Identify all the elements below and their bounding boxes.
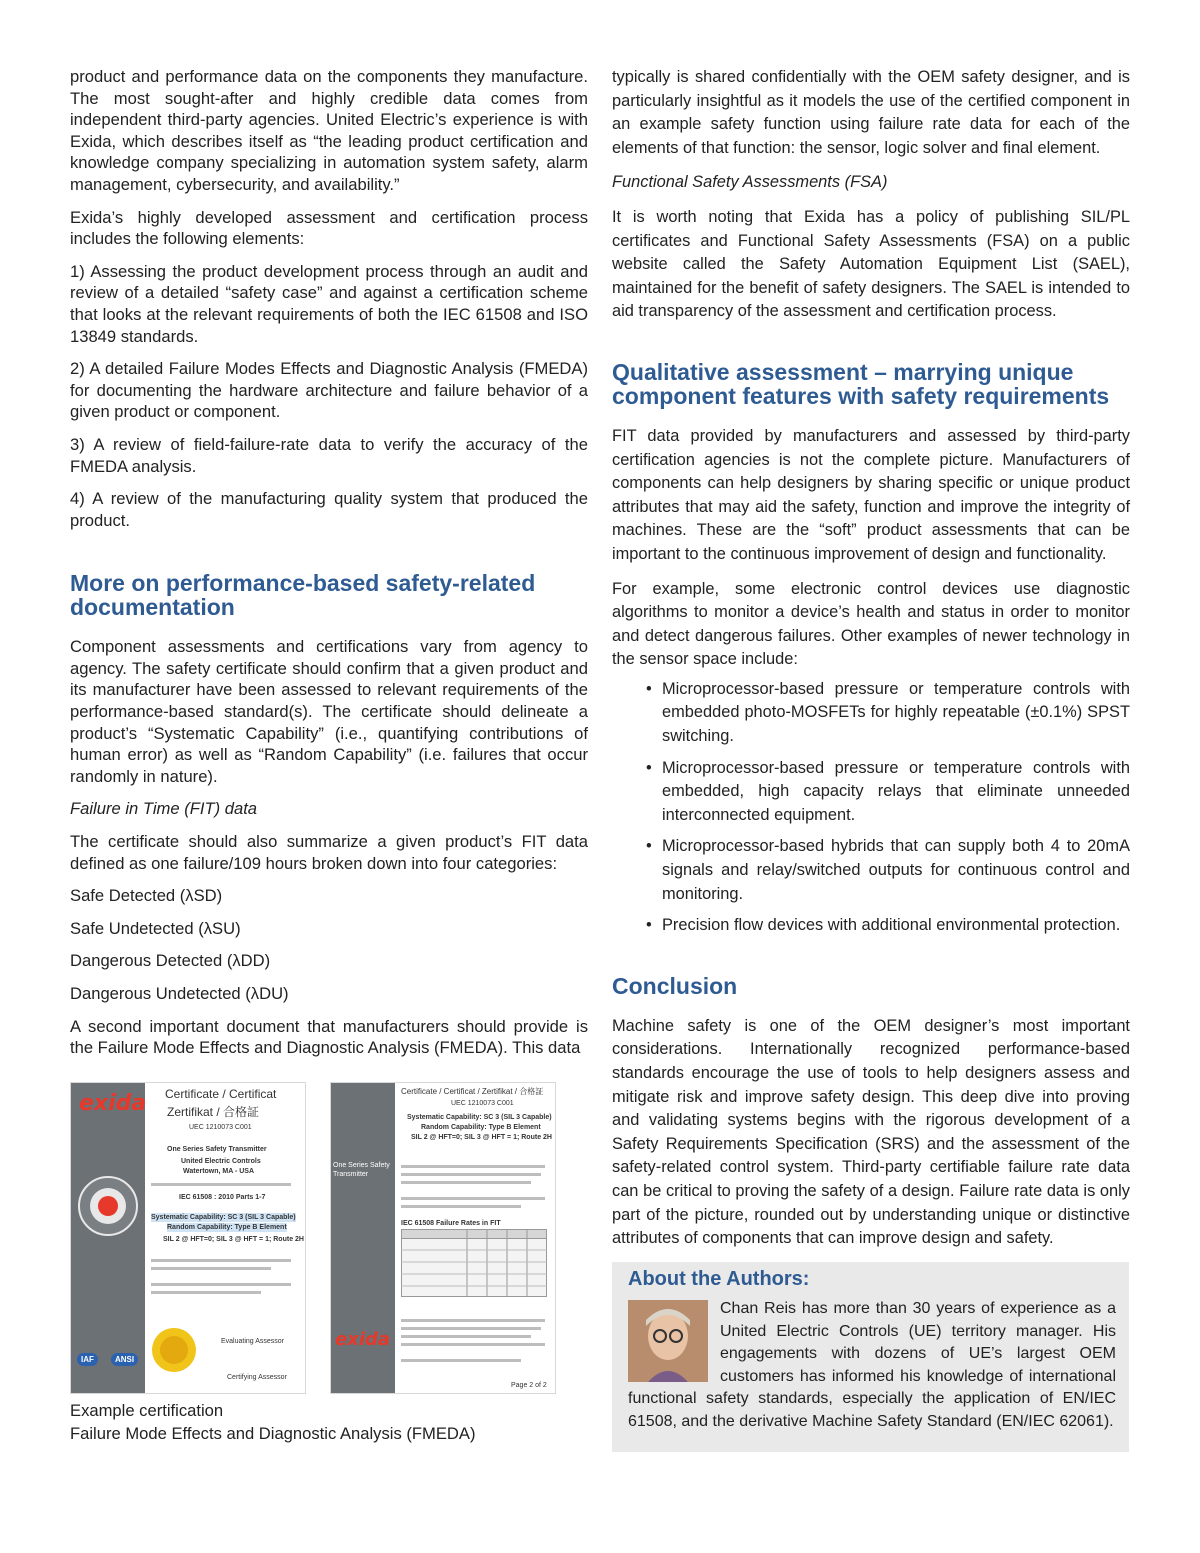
cert2-number: UEC 1210073 C001 <box>451 1100 514 1107</box>
paragraph: Machine safety is one of the OEM designer’s most important considerations. Internationally recognized performance-based standards encourage the use of tools to help designers assess and mitigate risk and improve safety design. This deep dive into proving and validating systems begins with the rigorous development of a Safety Requirements Specification (SRS) and the assessment of the safety-related control system. Third-party certifiable failure rate data can be critical to proving the safety of a design. Failure rate data is only part of the picture, rounded out by understanding unique or distinctive attributes of components that can improve design and safety. <box>612 1016 1130 1248</box>
right-column <box>612 66 1130 1262</box>
cert2-table-title: IEC 61508 Failure Rates in FIT <box>401 1220 501 1227</box>
cert2-side-text: One Series Safety Transmitter <box>333 1162 390 1178</box>
cert2-sil: SIL 2 @ HFT=0; SIL 3 @ HFT = 1; Route 2H <box>411 1134 552 1141</box>
certificate-figures <box>70 1082 590 1394</box>
certificate-image-2 <box>330 1082 556 1394</box>
cert2-page: Page 2 of 2 <box>511 1382 547 1389</box>
subheading-fit: Failure in Time (FIT) data <box>70 799 258 819</box>
category-item: Dangerous Detected (λDD) <box>70 951 271 971</box>
cert-rand-cap: Random Capability: Type B Element <box>167 1224 287 1231</box>
paragraph: 2) A detailed Failure Modes Effects and Diagnostic Analysis (FMEDA) for documenting the hardware architecture and failure behavior of a given product or component. <box>70 359 588 422</box>
iaf-logo: IAF <box>77 1353 98 1366</box>
cert-company: United Electric Controls <box>181 1158 261 1165</box>
cert-title: Certificate / Certificat <box>165 1087 277 1101</box>
paragraph: Component assessments and certifications vary from agency to agency. The safety certificate should confirm that a given product and its manufacturer have been assessed to relevant requirements of the performance-based standard(s). The certificate should delineate a product’s “Systematic Capability” (i.e., quantifying contributions of human error) as well as “Random Capability” (i.e. failures that occur randomly in nature). <box>70 637 588 786</box>
paragraph: The certificate should also summarize a given product’s FIT data defined as one failure/109 hours broken down into four categories: <box>70 832 588 873</box>
authors-heading: About the Authors: <box>628 1268 810 1290</box>
gold-seal-icon <box>151 1327 197 1373</box>
caption-line-2: Failure Mode Effects and Diagnostic Analysis (FMEDA) <box>70 1424 476 1443</box>
exida-logo-2: exida <box>335 1329 391 1350</box>
cert2-rand-cap: Random Capability: Type B Element <box>421 1124 541 1131</box>
cert-sys-cap: Systematic Capability: SC 3 (SIL 3 Capable) <box>151 1214 296 1221</box>
paragraph: A second important document that manufacturers should provide is the Failure Mode Effects and Diagnostic Analysis (FMEDA). This data <box>70 1016 588 1058</box>
paragraph: 1) Assessing the product development process through an audit and review of a detailed “safety case” and against a certification scheme that looks at the relevant requirements of both the IEC 61508 and ISO 13849 standards. <box>70 261 588 346</box>
cert-title-2: Zertifikat / 合格証 <box>167 1105 260 1119</box>
cert2-title: Certificate / Certificat / Zertifikat / 合格証 <box>401 1087 544 1096</box>
certificate-image-1 <box>70 1082 306 1394</box>
category-item: Safe Undetected (λSU) <box>70 918 241 938</box>
cert-sil: SIL 2 @ HFT=0; SIL 3 @ HFT = 1; Route 2H <box>163 1236 304 1243</box>
paragraph: Exida’s highly developed assessment and certification process includes the following elements: <box>70 207 588 249</box>
signature-evaluating: Evaluating Assessor <box>221 1338 285 1345</box>
list-item: • Precision flow devices with additional environmental protection. <box>646 916 1121 935</box>
cert2-sys-cap: Systematic Capability: SC 3 (SIL 3 Capable) <box>407 1114 552 1121</box>
list-item: • Microprocessor-based pressure or temperature controls with embedded, high capacity relays that eliminate unneeded interconnected equipment. <box>646 758 1130 824</box>
author-bio: Chan Reis has more than 30 years of experience as a United Electric Controls (UE) territory manager. His engagements with dozens of UE’s largest OEM customers has informed his knowledge of international functional safety standards, especially the application of EN/IEC 61508, and the derivative Machine Safety Standard (EN/IEC 62061). <box>628 1300 1116 1430</box>
paragraph: It is worth noting that Exida has a policy of publishing SIL/PL certificates and Functional Safety Assessments (FSA) on a public website called the Safety Automation Equipment List (SAEL), maintained for the benefit of safety designers. The SAEL is intended to aid transparency of the assessment and certification process. <box>612 207 1130 321</box>
paragraph: 3) A review of field-failure-rate data to verify the accuracy of the FMEDA analysis. <box>70 434 588 476</box>
figure-caption <box>70 1399 475 1445</box>
section-heading-conclusion: Conclusion <box>612 972 738 999</box>
cert-city: Watertown, MA - USA <box>183 1168 255 1175</box>
list-item: • Microprocessor-based pressure or temperature controls with embedded photo-MOSFETs for highly repeatable (±0.1%) SPST switching. <box>646 679 1130 746</box>
section-heading-qualitative: Qualitative assessment – marrying unique component features with safety requirements <box>612 358 1110 409</box>
certified-seal-icon <box>77 1175 139 1237</box>
failure-rate-table <box>401 1229 547 1297</box>
caption-line-1: Example certification <box>70 1401 224 1420</box>
signature-certifying: Certifying Assessor <box>227 1374 287 1381</box>
paragraph: FIT data provided by manufacturers and assessed by third-party certification agencies is not the complete picture. Manufacturers of components can help designers by sharing specific or unique product attributes that may aid the safety, function and improve the integrity of machines. These are the “soft” product assessments that can be important to the continuous improvement of design and functionality. <box>612 426 1130 563</box>
paragraph: product and performance data on the components they manufacture. The most sought-after and highly credible data comes from independent third-party agencies. United Electric’s experience is with Exida, which describes itself as “the leading product certification and knowledge company specializing in automation system safety, alarm management, cybersecurity, and availability.” <box>70 67 588 194</box>
cert-number: UEC 1210073 C001 <box>189 1124 252 1131</box>
paragraph: typically is shared confidentially with the OEM safety designer, and is particularly insightful as it models the use of the certified component in an example safety function using failure rate data for each of the elements of that function: the sensor, logic solver and final element. <box>612 68 1130 157</box>
left-column <box>70 66 588 1070</box>
paragraph: For example, some electronic control devices use diagnostic algorithms to monitor a device’s health and status in order to monitor and detect dangerous failures. Other examples of newer technology in the sensor space include: <box>612 579 1130 669</box>
section-heading-performance: More on performance-based safety-related documentation <box>70 570 536 621</box>
ansi-logo: ANSI <box>111 1353 138 1366</box>
exida-logo: exida <box>79 1091 147 1116</box>
cert-product: One Series Safety Transmitter <box>167 1146 267 1153</box>
list-item: • Microprocessor-based hybrids that can supply both 4 to 20mA signals and relay/switched outputs for continuous control and monitoring. <box>646 837 1130 903</box>
paragraph: 4) A review of the manufacturing quality system that produced the product. <box>70 489 588 530</box>
about-authors-box <box>612 1262 1129 1452</box>
category-item: Safe Detected (λSD) <box>70 886 223 906</box>
cert-standard: IEC 61508 : 2010 Parts 1-7 <box>179 1194 266 1201</box>
technology-list <box>612 678 1130 938</box>
category-item: Dangerous Undetected (λDU) <box>70 984 289 1003</box>
subheading-fsa: Functional Safety Assessments (FSA) <box>612 173 888 192</box>
